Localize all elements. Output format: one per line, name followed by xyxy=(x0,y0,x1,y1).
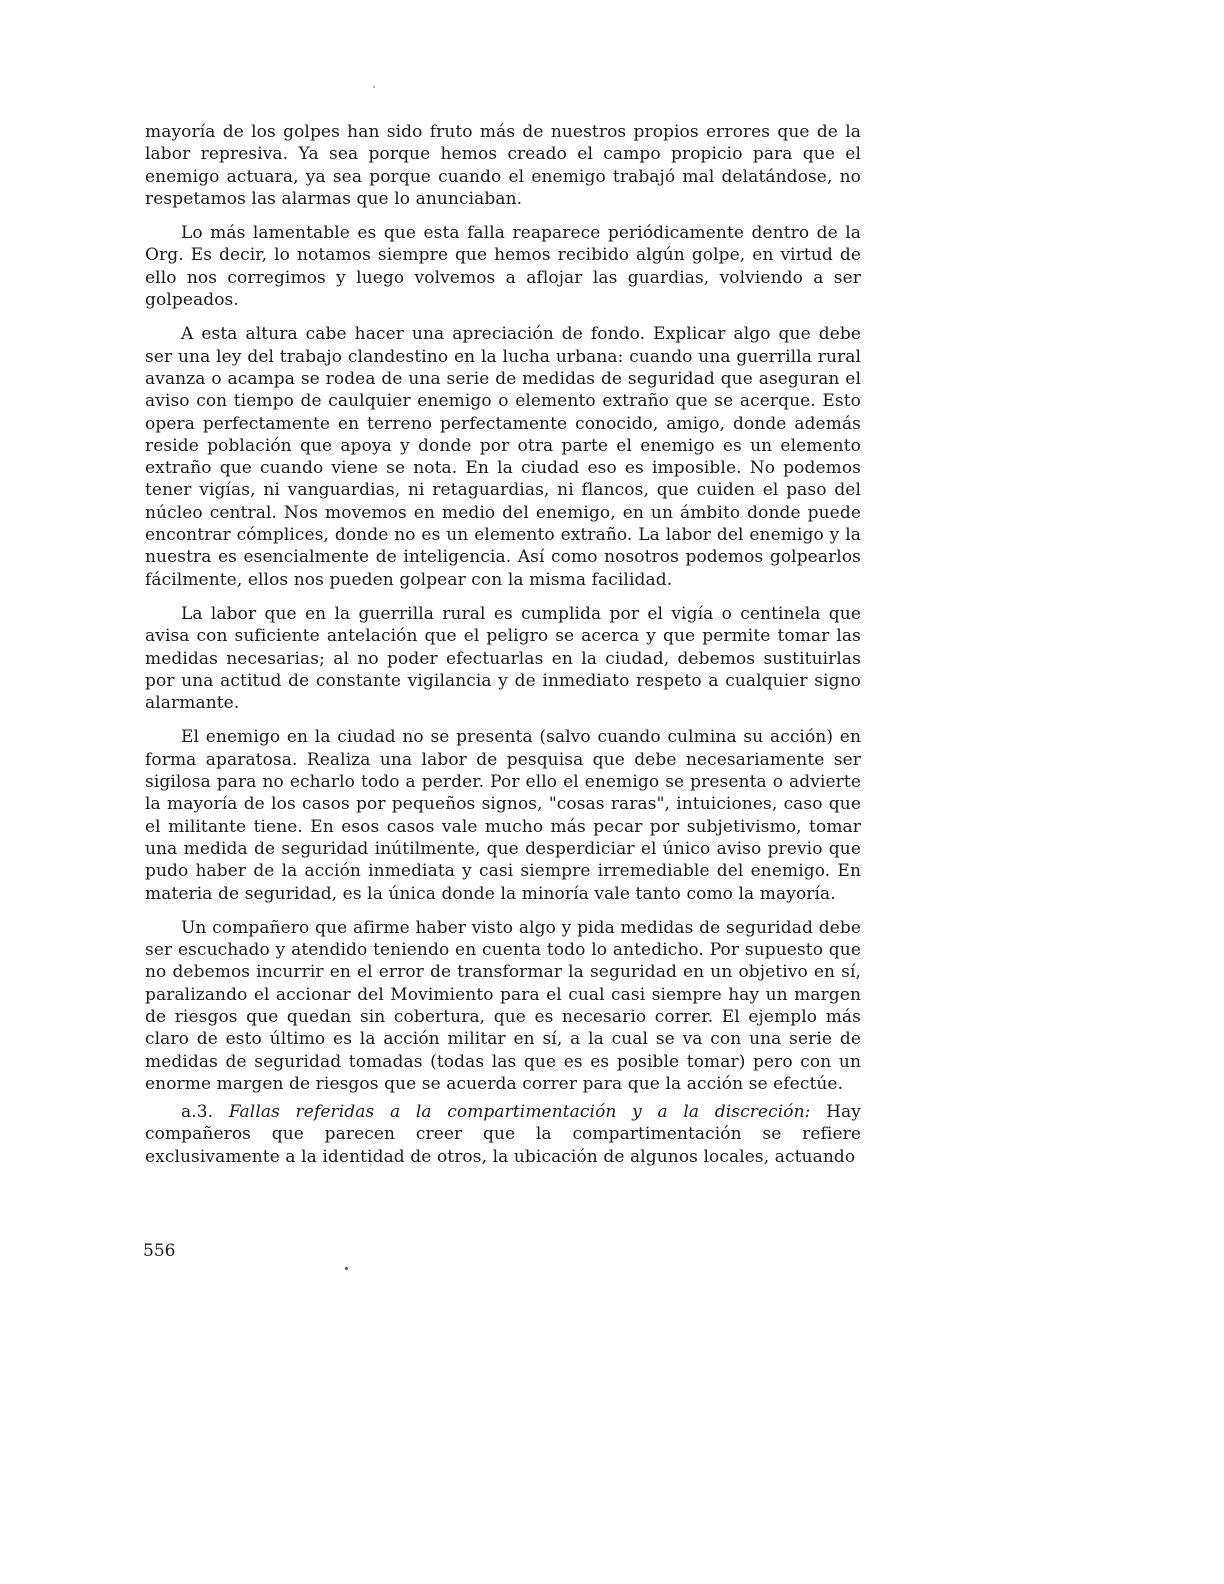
paragraph-5: El enemigo en la ciudad no se presenta (salvo cuando culmina su acción) en forma aparatosa. Realiza una labor de pesquisa que debe necesariamente ser sigilosa para no echarlo todo a perder. Por ello el enemigo se presenta o advierte la mayoría de los casos por pequeños signos, "cosas raras", intuiciones, caso que el militante tiene. En esos casos vale mucho más pecar por subjetivismo, tomar una medida de seguridad inútilmente, que desperdiciar el único aviso previo que pudo haber de la acción inmediata y casi siempre irremediable del enemigo. En materia de seguridad, es la única donde la minoría vale tanto como la mayoría. xyxy=(145,727,861,904)
paragraph-2: Lo más lamentable es que esta falla reaparece periódicamente dentro de la Org. Es decir, lo notamos siempre que hemos recibido algún golpe, en virtud de ello nos corregimos y luego volvemos a aflojar las guardias, volviendo a ser golpeados. xyxy=(145,223,861,311)
paragraph-1: mayoría de los golpes han sido fruto más de nuestros propios errores que de la labor represiva. Ya sea porque hemos creado el campo propicio para que el enemigo actuara, ya sea porque cuando el enemigo trabajó mal delatándose, no respetamos las alarmas que lo anunciaban. xyxy=(145,122,861,209)
paragraph-4: La labor que en la guerrilla rural es cumplida por el vigía o centinela que avisa con suficiente antelación que el peligro se acerca y que permite tomar las medidas necesarias; al no poder efectuarlas en la ciudad, debemos sustituirlas por una actitud de constante vigilancia y de inmediato respeto a cualquier signo alarmante. xyxy=(145,603,861,714)
scan-speck xyxy=(345,1267,348,1270)
scan-speck xyxy=(373,86,375,88)
body-text xyxy=(145,121,861,1180)
paragraph-6: Un compañero que afirme haber visto algo y pida medidas de seguridad debe ser escuchado y atendido teniendo en cuenta todo lo antedicho. Por supuesto que no debemos incurrir en el error de transformar la seguridad en un objetivo en sí, paralizando el accionar del Movimiento para el cual casi siempre hay un margen de riesgos que quedan sin cobertura, que es necesario correr. El ejemplo más claro de esto último es la acción militar en sí, a la cual se va con una serie de medidas de seguridad tomadas (todas las que es es posible tomar) pero con un enorme margen de riesgos que se acuerda correr para que la acción se efectúe. xyxy=(145,917,861,1094)
subsection-text: Hay compañeros que parecen creer que la compartimentación se refiere exclusivamente a la identidad de otros, la ubicación de algunos locales, actuando xyxy=(145,1102,861,1167)
paragraph-3: A esta altura cabe hacer una apreciación de fondo. Explicar algo que debe ser una ley del trabajo clandestino en la lucha urbana: cuando una guerrilla rural avanza o acampa se rodea de una serie de medidas de seguridad que aseguran el aviso con tiempo de caulquier enemigo o elemento extraño que se acerque. Esto opera perfectamente en terreno perfectamente conocido, amigo, donde además reside población que apoya y donde por otra parte el enemigo es un elemento extraño que cuando viene se nota. En la ciudad eso es imposible. No podemos tener vigías, ni vanguardias, ni retaguardias, ni flancos, que cuiden el paso del núcleo central. Nos movemos en medio del enemigo, en un ámbito donde puede encontrar cómplices, donde no es un elemento extraño. La labor del enemigo y la nuestra es esencialmente de inteligencia. Así como nosotros podemos golpearlos fácilmente, ellos nos pueden golpear con la misma facilidad. xyxy=(145,324,861,590)
subsection-number: a.3. xyxy=(181,1102,214,1123)
subsection-paragraph xyxy=(145,1101,861,1168)
subsection-title: Fallas referidas a la compartimentación y a la discreción: xyxy=(228,1102,811,1123)
page-number: 556 xyxy=(143,1241,176,1261)
